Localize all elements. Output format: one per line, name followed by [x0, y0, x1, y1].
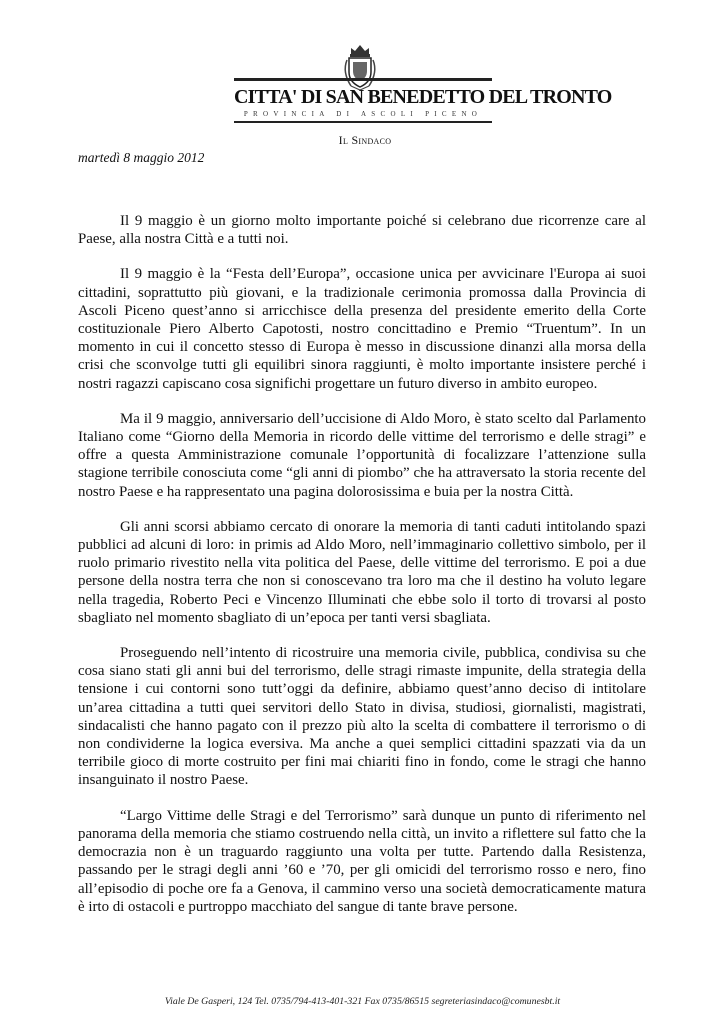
paragraph: Il 9 maggio è un giorno molto importante poiché si celebrano due ricorrenze care al Paese, alla nostra Città e a tutti noi.	[78, 213, 646, 248]
paragraph: Il 9 maggio è la “Festa dell’Europa”, occasione unica per avvicinare l'Europa ai suoi cittadini, soprattutto più giovani, e la tradizionale cerimonia promossa dalla Provincia di Ascoli Piceno quest’anno si arricchisce della presenza del presidente emerito della Corte costituzionale Piero Alberto Capotosti, nostro concittadino e Premio “Truentum”. In un momento in cui il concetto stesso di Europa è messo in discussione dinanzi alla morsa della crisi che sconvolge tutti gli equilibri sinora raggiunti, è molto importante insistere perché i nostri ragazzi capiscano cosa significhi progettare un futuro diverso in ambito europeo.	[78, 266, 646, 392]
letterhead-top-rule	[234, 78, 492, 81]
paragraph: Ma il 9 maggio, anniversario dell’uccisione di Aldo Moro, è stato scelto dal Parlamento Italiano come “Giorno della Memoria in ricordo delle vittime del terrorismo e delle stragi” e offre a questa Amministrazione comunale l’opportunità di focalizzare l’attenzione sulla stagione terribile conosciuta come “gli anni di piombo” che ha attraversato la storia recente del nostro Paese e ha rappresentato una pagina dolorosissima e buia per la nostra Città.	[78, 410, 646, 500]
city-crest-icon	[339, 40, 381, 92]
letterhead-bottom-rule	[234, 121, 492, 123]
city-name: CITTA' DI SAN BENEDETTO DEL TRONTO	[234, 86, 612, 108]
office-title: Il Sindaco	[338, 133, 392, 147]
footer-contact: Viale De Gasperi, 124 Tel. 0735/794-413-401-321 Fax 0735/86515 segreteriasindaco@comunesbt.it	[164, 996, 561, 1007]
letter-body	[78, 212, 646, 933]
paragraph: “Largo Vittime delle Stragi e del Terrorismo” sarà dunque un punto di riferimento nel panorama della memoria che stiamo costruendo nella città, un invito a riflettere sul fatto che la democrazia non è un traguardo raggiunto una volta per tutte. Partendo dalla Resistenza, passando per le stragi degli anni ’60 e ’70, per gli omicidi del terrorismo rosso e nero, fino all’episodio di poche ore fa a Genova, il cammino verso una società democraticamente matura è irto di ostacoli e purtroppo macchiato del sangue di tante brave persone.	[78, 807, 646, 915]
paragraph: Gli anni scorsi abbiamo cercato di onorare la memoria di tanti caduti intitolando spazi pubblici ad alcuni di loro: in primis ad Aldo Moro, nell’immaginario collettivo simbolo, per il ruolo primario rivestito nella vita politica del Paese, delle vittime del terrorismo. E poi a due persone della nostra terra che non si conoscevano tra loro ma che il destino ha voluto legare nella tragedia, Roberto Peci e Vincenzo Illuminati che ebbe solo il torto di trovarsi al posto sbagliato nel momento sbagliato di un’epoca per tanti versi sbagliata.	[78, 518, 646, 626]
paragraph: Proseguendo nell’intento di ricostruire una memoria civile, pubblica, condivisa su che cosa siano stati gli anni bui del terrorismo, delle stragi rimaste impunite, della strategia della tensione i cui contorni sono tutt’oggi da definire, abbiamo quest’anno deciso di intitolare un’area cittadina a tutti quei servitori dello Stato in divisa, studiosi, giornalisti, magistrati, sindacalisti che hanno pagato con il prezzo più alto la scelta di combattere il terrorismo o di non condividerne la logica eversiva. Ma anche a quei semplici cittadini spazzati via da un terribile gioco di morte costruito per fini mai chiariti fino in fondo, come le stragi che hanno insanguinato il nostro Paese.	[78, 645, 646, 789]
province-name: PROVINCIA DI ASCOLI PICENO	[243, 110, 483, 118]
letter-date: martedì 8 maggio 2012	[78, 150, 205, 165]
